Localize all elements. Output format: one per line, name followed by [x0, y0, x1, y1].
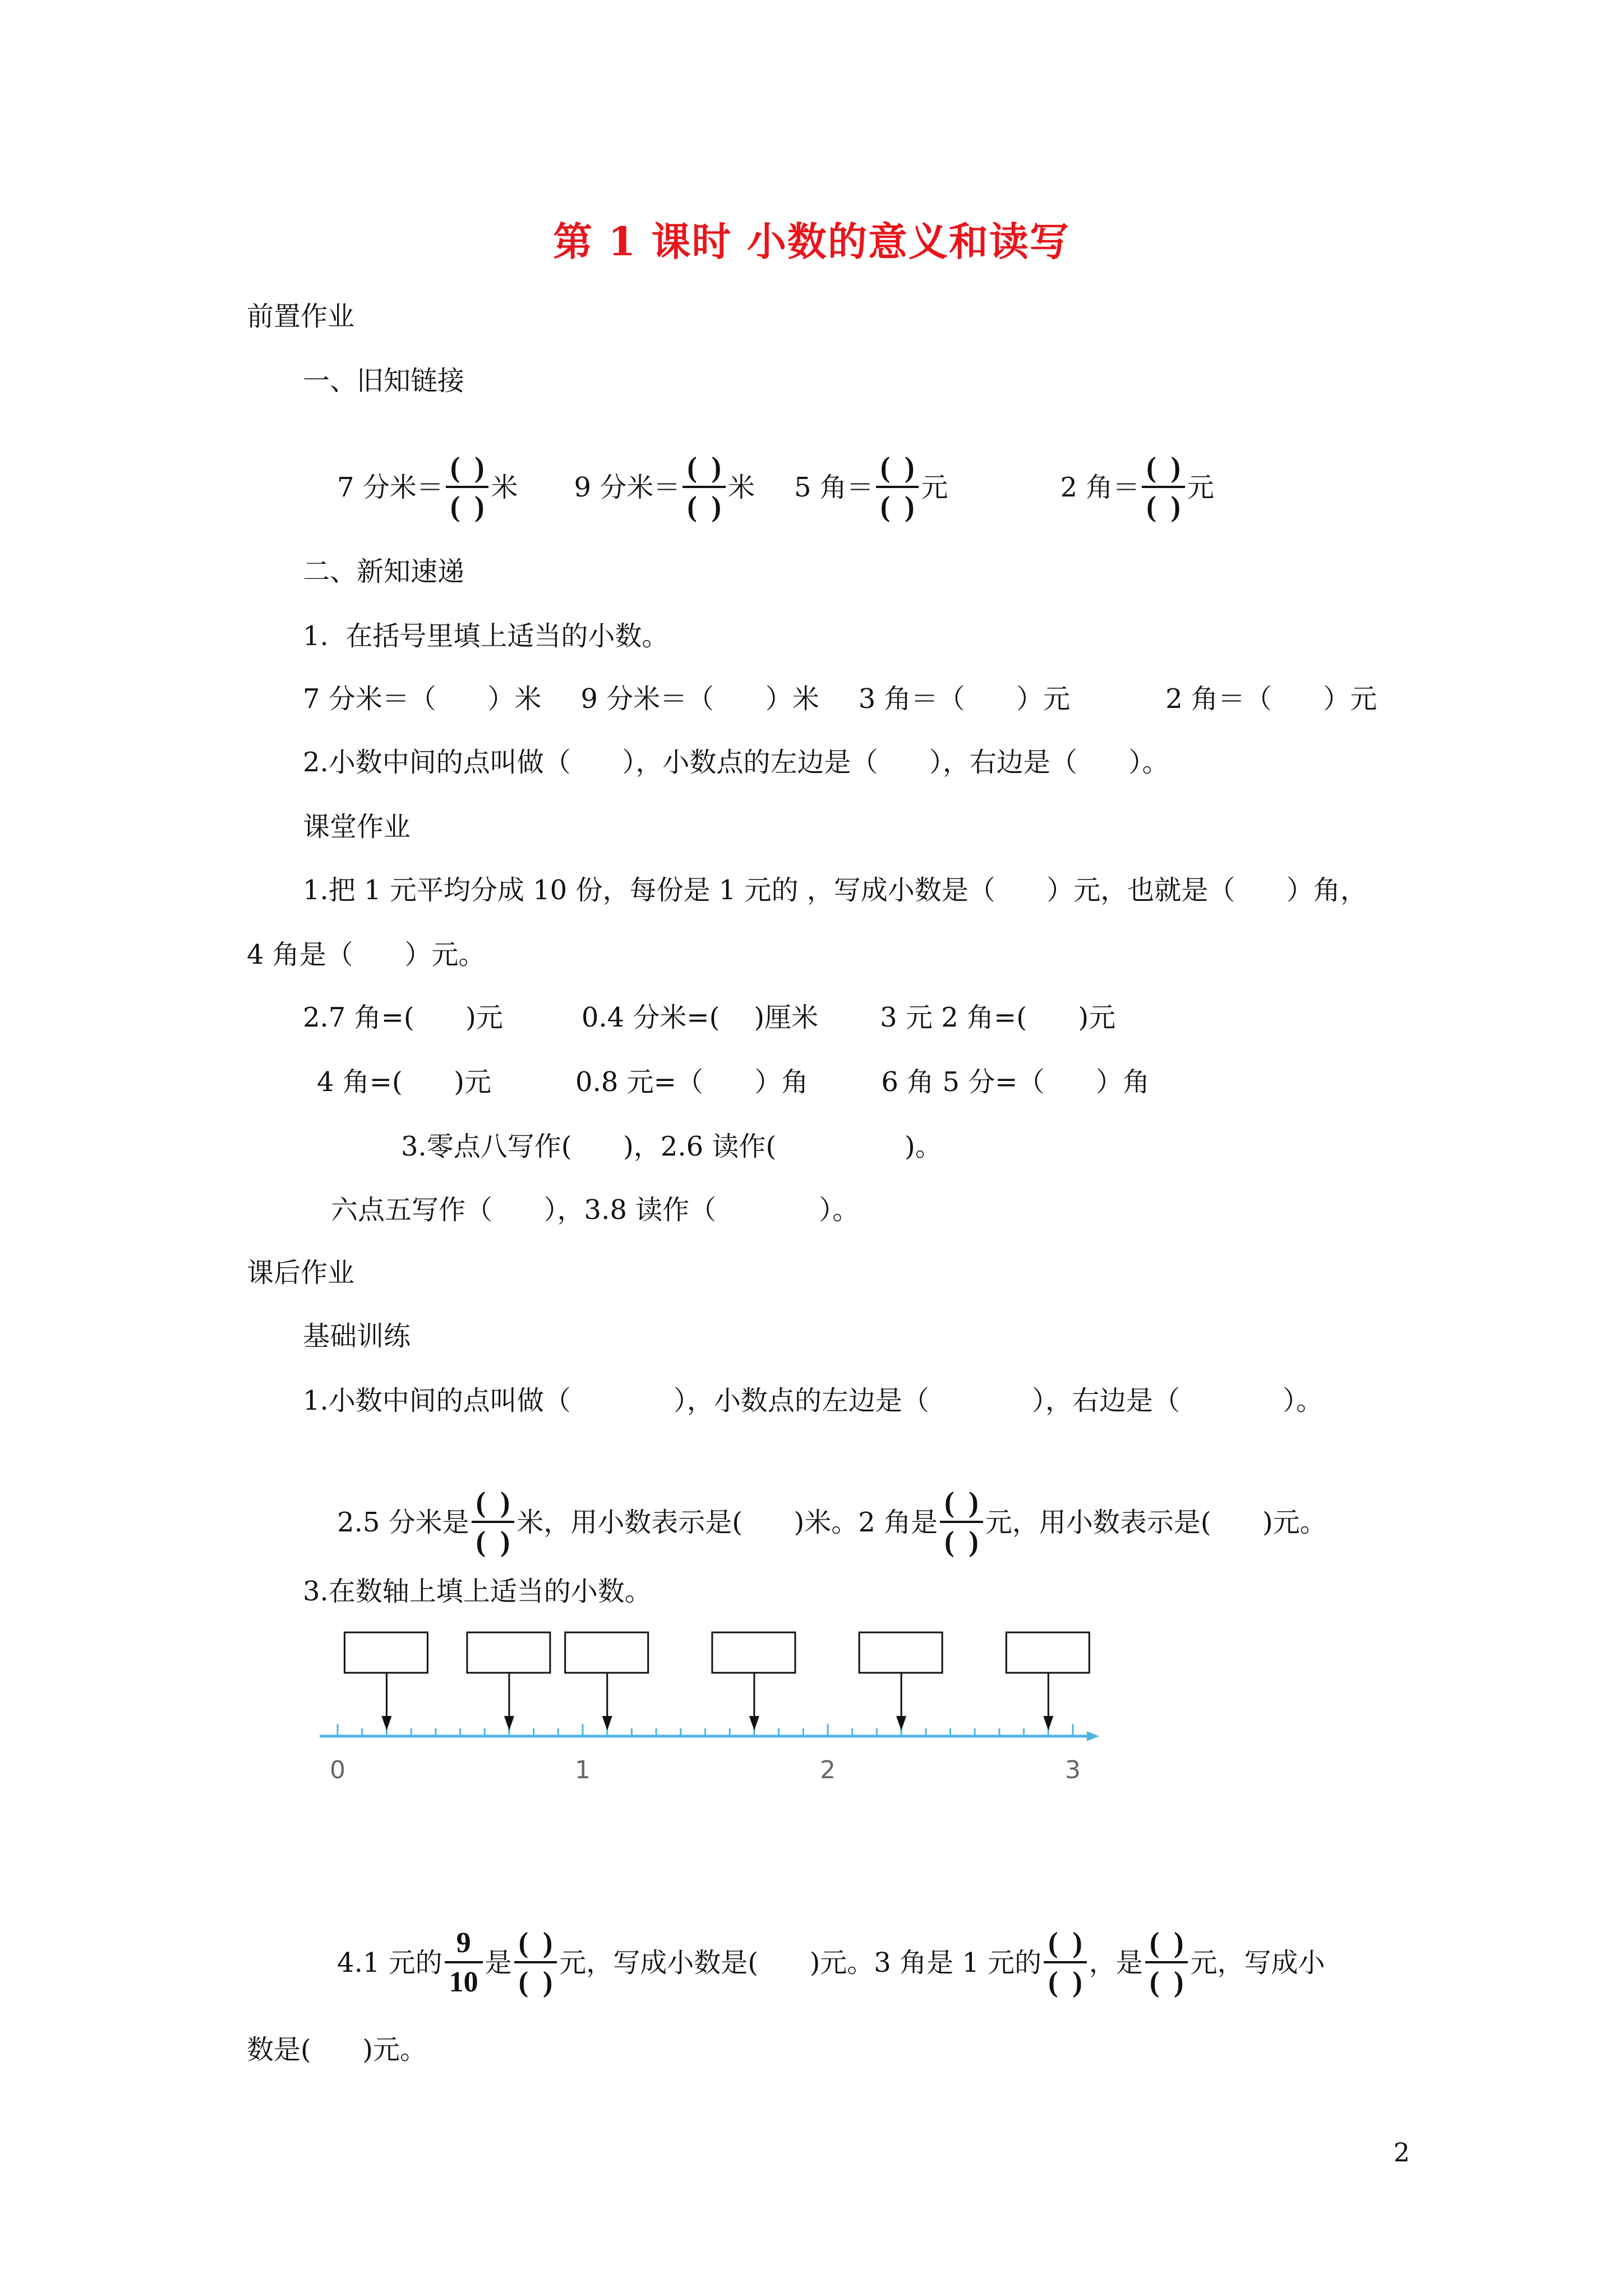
ok-item-3-prefix: 5 角＝ — [794, 472, 874, 503]
hw-question-2: 2.5 分米是 $\frac{( )}{( )}$ 米，用小数表示是( )米。2 角是 $\frac{( )}{( )}$ 元，用小数表示是( )元。 — [337, 1487, 1327, 1558]
section-basic: 基础训练 — [303, 1320, 411, 1352]
hw-question-4-line2: 数是( )元。 — [247, 2034, 427, 2065]
cw-question-1a: 1.把 1 元平均分成 10 份，每份是 1 元的 ，写成小数是（ ）元，也就是（ ）角， — [303, 875, 1367, 906]
ok-item-3-unit: 元 — [921, 472, 948, 503]
ok-item-3-fraction: $\frac{( )}{( )}$ — [876, 453, 919, 522]
answer-box-4 — [712, 1632, 795, 1673]
cw-question-4: 六点五写作（ ），3.8 读作（ ）。 — [331, 1194, 860, 1226]
ok-item-4-unit: 元 — [1187, 472, 1214, 503]
cw-question-2-row2: 4 角=( )元 0.8 元=（ ）角 6 角 5 分=（ ）角 — [317, 1066, 1150, 1098]
hw-q2-fraction-1: $\frac{( )}{( )}$ — [472, 1488, 515, 1557]
page-title: 第 1 课时 小数的意义和读写 — [553, 218, 1070, 265]
ok-item-4-prefix: 2 角＝ — [1060, 472, 1140, 503]
pointer-arrow-3 — [602, 1716, 612, 1731]
number-line-label-0: 0 — [330, 1756, 345, 1784]
answer-box-5 — [859, 1632, 942, 1673]
hw-question-4: 4.1 元的 $\frac{9}{10}$ 是 $\frac{( )}{( )}$ 元，写成小数是( )元。3 角是 1 元的 $\frac{( )}{( )}$ ，是 $\frac{( )}{( )}$ 元，写成小 — [337, 1927, 1325, 1998]
nk-item-3: 3 角＝（ ）元 — [858, 683, 1071, 715]
ok-item-4-fraction: $\frac{( )}{( )}$ — [1142, 453, 1185, 522]
hw-q4-fraction-2: $\frac{( )}{( )}$ — [1044, 1929, 1087, 1997]
hw-q4-fraction-3: $\frac{( )}{( )}$ — [1145, 1929, 1188, 1997]
ok-item-1-unit: 米 — [491, 472, 518, 503]
cw-question-2-row1: 2.7 角=( )元 0.4 分米=( )厘米 3 元 2 角=( )元 — [303, 1002, 1116, 1033]
section-old-knowledge: 一、旧知链接 — [303, 365, 465, 397]
section-classwork: 课堂作业 — [303, 811, 411, 843]
number-line-arrowhead — [1087, 1731, 1099, 1741]
section-homework: 课后作业 — [247, 1257, 355, 1289]
pointer-arrow-2 — [504, 1716, 514, 1731]
nk-question-1: 1. 在括号里填上适当的小数。 — [303, 620, 669, 652]
nk-item-4: 2 角＝（ ）元 — [1165, 683, 1377, 715]
hw-q4-fraction-1: $\frac{( )}{( )}$ — [514, 1929, 557, 1997]
number-line-svg — [303, 1627, 1133, 1806]
answer-box-1 — [344, 1632, 427, 1673]
section-new-knowledge: 二、新知速递 — [303, 556, 465, 587]
pointer-arrow-6 — [1043, 1716, 1053, 1731]
hw-question-1: 1.小数中间的点叫做（ ），小数点的左边是（ ），右边是（ ）。 — [303, 1385, 1324, 1416]
pointer-arrow-5 — [896, 1716, 906, 1731]
page-number: 2 — [1393, 2137, 1410, 2168]
ok-item-2-prefix: 9 分米＝ — [574, 472, 681, 503]
nk-item-1: 7 分米＝（ ）米 — [303, 683, 542, 715]
old-knowledge-row — [303, 426, 1214, 549]
answer-box-2 — [467, 1632, 550, 1673]
number-line-figure — [303, 1627, 1133, 1806]
section-pre-heading: 前置作业 — [247, 301, 355, 332]
ok-item-1-prefix: 7 分米＝ — [337, 472, 444, 503]
ok-item-2-fraction: $\frac{( )}{( )}$ — [683, 453, 726, 522]
hw-q2-fraction-2: $\frac{( )}{( )}$ — [940, 1488, 983, 1557]
pointer-arrow-1 — [381, 1716, 391, 1731]
hw-q4-given-fraction: $\frac{9}{10}$ — [445, 1929, 483, 1997]
nk-item-2: 9 分米＝（ ）米 — [580, 683, 819, 715]
hw-question-3: 3.在数轴上填上适当的小数。 — [303, 1576, 652, 1607]
cw-question-1b: 4 角是（ ）元。 — [247, 939, 486, 970]
answer-box-6 — [1006, 1632, 1089, 1673]
ok-item-2-unit: 米 — [727, 472, 755, 503]
pointer-arrow-4 — [749, 1716, 759, 1731]
nk-question-2: 2.小数中间的点叫做（ ），小数点的左边是（ ），右边是（ ）。 — [303, 747, 1169, 778]
number-line-label-3: 3 — [1065, 1756, 1081, 1784]
cw-question-3: 3.零点八写作( )，2.6 读作( )。 — [401, 1131, 942, 1162]
number-line-label-1: 1 — [575, 1756, 591, 1784]
ok-item-1-fraction: $\frac{( )}{( )}$ — [446, 453, 489, 522]
nk-question-1-items — [303, 683, 1377, 715]
answer-box-3 — [565, 1632, 648, 1673]
number-line-label-2: 2 — [820, 1756, 836, 1784]
